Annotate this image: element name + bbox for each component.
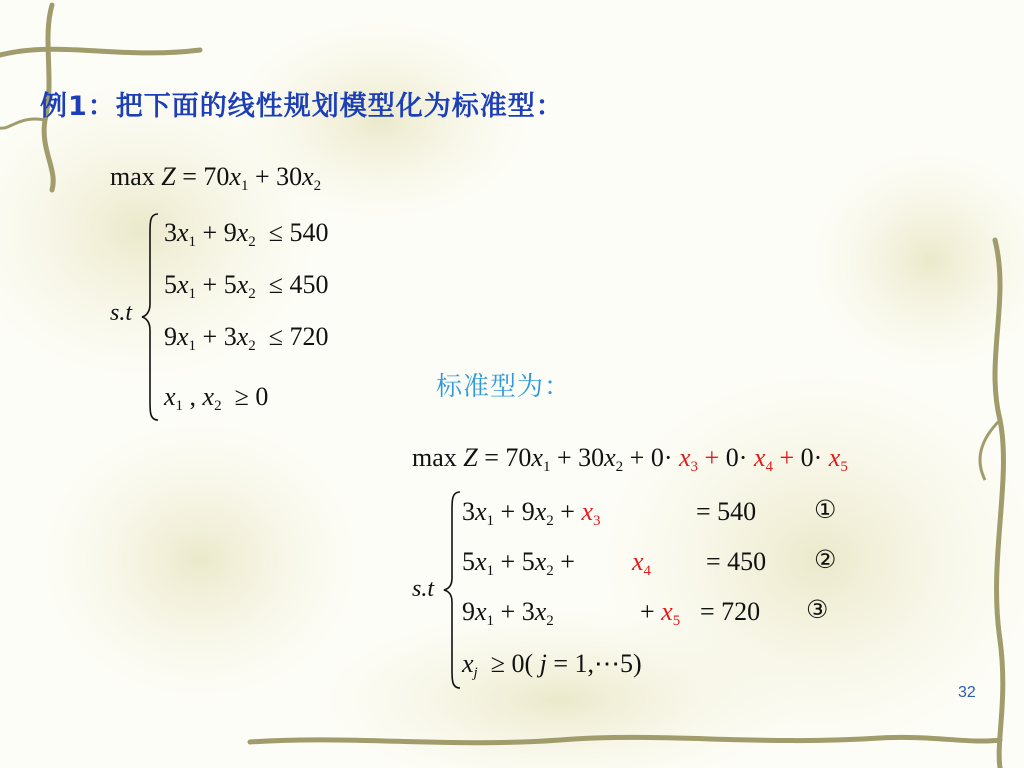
standard-constraint-3-slack: + $x_5$ <box>640 597 681 629</box>
standard-st-label: s.t <box>412 576 435 602</box>
constraint-marker-2: ② <box>814 545 837 574</box>
standard-objective: $\max Z = 70x_1 + 30x_2 + 0\cdot x_3 + 0\cdot x_4 + 0\cdot x_5$ <box>412 443 848 475</box>
constraint-marker-1: ① <box>814 495 837 524</box>
standard-constraint-2-slack: $x_4$ <box>632 547 652 579</box>
standard-form-label: 标准型为： <box>436 372 572 402</box>
standard-constraint-2-lhs: $5x_1 + 5x_2$ + <box>462 547 575 579</box>
standard-constraint-2-rhs: = 450 <box>706 547 767 576</box>
standard-constraint-1-lhs: $3x_1 + 9x_2 + x_3$ <box>462 497 601 529</box>
standard-constraint-1-rhs: = 540 <box>696 497 757 526</box>
page-number: 32 <box>958 684 976 701</box>
standard-constraint-3-rhs: = 720 <box>700 597 761 626</box>
original-constraint-3: $9x_1 + 3x_2 \le 720$ <box>164 322 329 354</box>
slide-title: 例1：把下面的线性规划模型化为标准型： <box>40 91 564 122</box>
original-constraint-1: $3x_1 + 9x_2 \le 540$ <box>164 218 329 250</box>
original-constraint-4: $x_1$ , $x_2 \ge 0$ <box>164 382 269 414</box>
original-objective: $\max Z = 70x_1 + 30x_2$ <box>110 162 322 194</box>
original-constraint-2: $5x_1 + 5x_2 \le 450$ <box>164 270 329 302</box>
standard-brace-icon <box>442 490 462 690</box>
original-brace-icon <box>140 212 160 422</box>
original-st-label: s.t <box>110 300 133 326</box>
constraint-marker-3: ③ <box>806 595 829 624</box>
standard-constraint-4: $x_j \ge 0$( j = 1,⋯5) <box>462 649 642 681</box>
standard-constraint-3-lhs: $9x_1 + 3x_2$ <box>462 597 554 629</box>
